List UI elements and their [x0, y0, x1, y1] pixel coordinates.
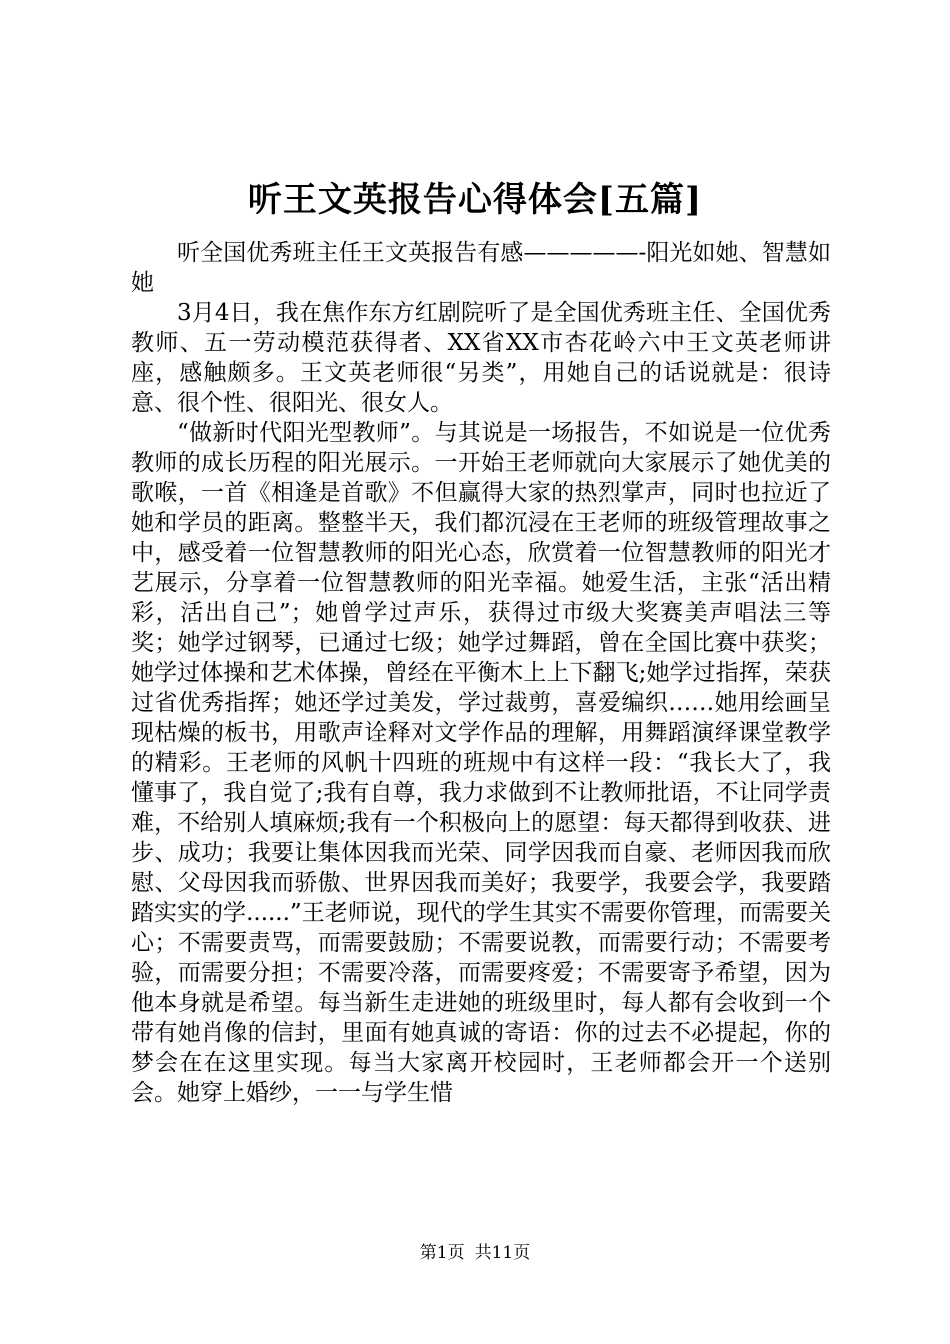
- page-number: 第1页: [419, 1243, 465, 1263]
- paragraph-main: “做新时代阳光型教师”。与其说是一场报告，不如说是一位优秀教师的成长历程的阳光展示。一开始王老师就向大家展示了她优美的歌喉，一首《相逢是首歌》不但赢得大家的热烈掌声，同时也拉近了她和学员的距离。整整半天，我们都沉浸在王老师的班级管理故事之中，感受着一位智慧教师的阳光心态，欣赏着一位智慧教师的阳光才艺展示，分享着一位智慧教师的阳光幸福。她爱生活，主张“活出精彩，活出自己”；她曾学过声乐，获得过市级大奖赛美声唱法三等奖；她学过钢琴，已通过七级；她学过舞蹈，曾在全国比赛中获奖；她学过体操和艺术体操，曾经在平衡木上上下翻飞;她学过指挥，荣获过省优秀指挥；她还学过美发，学过裁剪，喜爱编织……她用绘画呈现枯燥的板书，用歌声诠释对文学作品的理解，用舞蹈演绎课堂教学的精彩。王老师的风帆十四班的班规中有这样一段：“我长大了，我懂事了，我自觉了;我有自尊，我力求做到不让教师批语，不让同学责难，不给别人填麻烦;我有一个积极向上的愿望：每天都得到收获、进步、成功；我要让集体因我而光荣、同学因我而自豪、老师因我而欣慰、父母因我而骄傲、世界因我而美好；我要学，我要会学，我要踏踏实实的学......”王老师说，现代的学生其实不需要你管理，而需要关心；不需要责骂，而需要鼓励；不需要说教，而需要行动；不需要考验，而需要分担；不需要冷落，而需要疼爱；不需要寄予希望，因为他本身就是希望。每当新生走进她的班级里时，每人都有会收到一个带有她肖像的信封，里面有她真诚的寄语：你的过去不必提起，你的梦会在在这里实现。每当大家离开校园时，王老师都会开一个送别会。她穿上婚纱，一一与学生惜: [131, 420, 831, 1106]
- page-footer: [0, 1242, 950, 1264]
- page-total: 共11页: [474, 1243, 531, 1263]
- document-title: 听王文英报告心得体会[五篇]: [247, 180, 703, 220]
- paragraph-intro: 3月4日，我在焦作东方红剧院听了是全国优秀班主任、全国优秀教师、五一劳动模范获得者、XX省XX市杏花岭六中王文英老师讲座，感触颇多。王文英老师很“另类”，用她自己的话说就是：很诗意、很个性、很阳光、很女人。: [131, 300, 831, 416]
- paragraph-subtitle: 听全国优秀班主任王文英报告有感—————-阳光如她、智慧如她: [131, 240, 831, 296]
- document-body: [131, 238, 831, 1108]
